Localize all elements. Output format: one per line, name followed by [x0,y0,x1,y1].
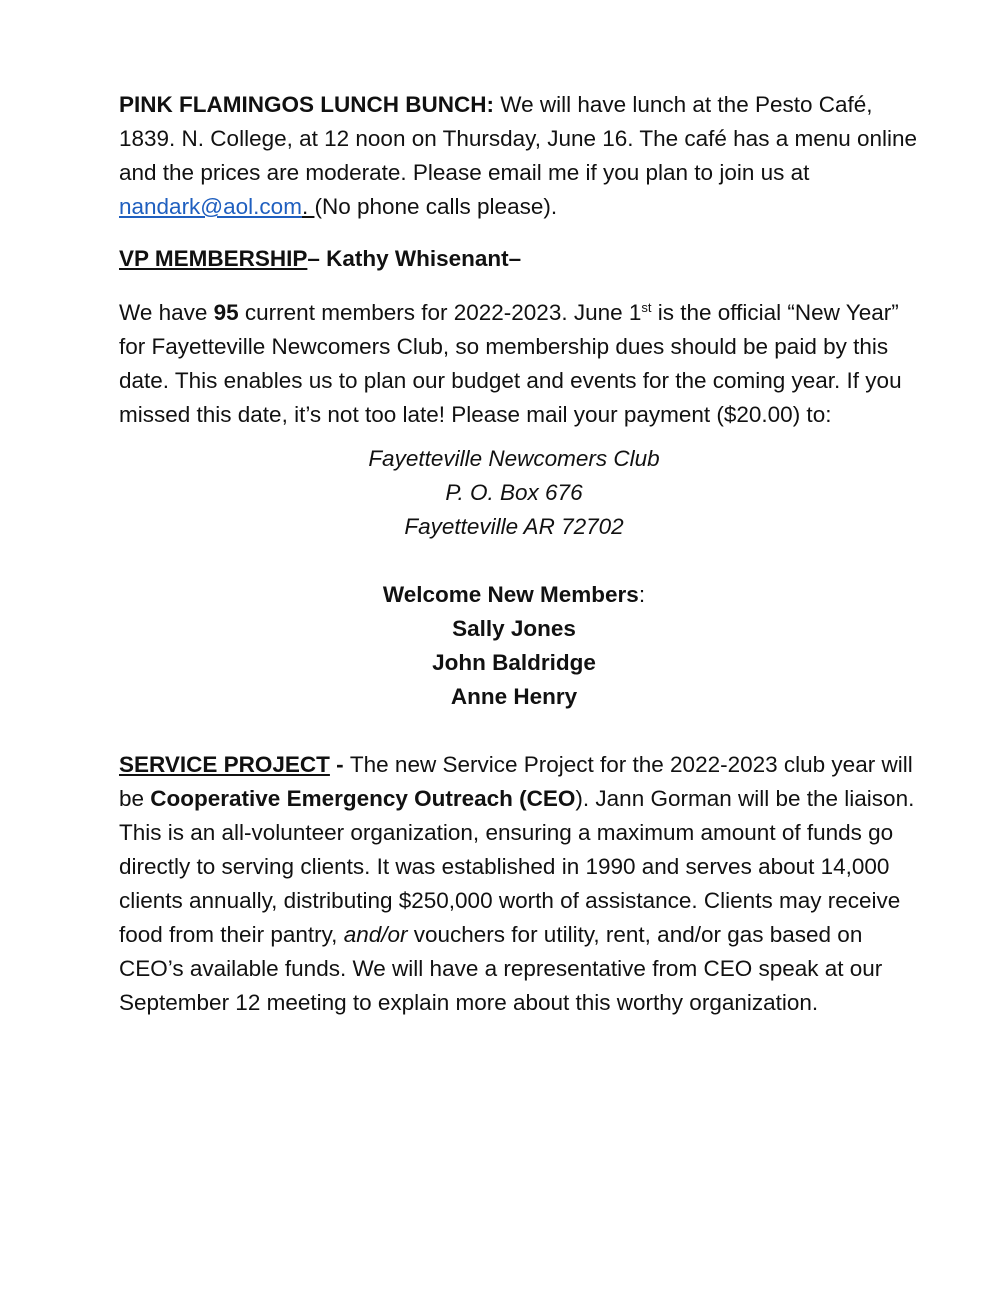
address-line-2: P. O. Box 676 [445,480,583,505]
vp-membership-heading: VP MEMBERSHIP [119,246,308,271]
spacer [119,544,919,578]
welcome-label: Welcome New Members [382,582,639,607]
email-link[interactable]: nandark@aol.com [119,194,302,219]
document-page [119,88,919,1020]
lunch-bunch-paragraph [119,88,919,224]
new-member-name: Anne Henry [450,684,578,709]
mailing-address [119,442,909,544]
service-project-intro: The new Service Project for the 2022-2023 club year will be [119,752,913,811]
vp-membership-heading-line [119,242,919,276]
service-project-org-name: Cooperative Emergency Outreach (CEO [150,786,576,811]
member-count: 95 [213,300,239,325]
welcome-heading [119,578,909,612]
membership-text-rest: is the official “New Year” for Fayetteville Newcomers Club, so membership dues should be paid by this date. This enables us to plan our budget and events for the coming year. If you missed this date, it’s not too late! Please mail your payment ($20.00) to: [119,300,902,427]
new-member-name: Sally Jones [452,616,576,641]
service-project-body-2: vouchers for utility, rent, and/or gas based on CEO’s available funds. We will have a representative from CEO speak at our September 12 meeting to explain more about this worthy organization. [119,922,883,1015]
new-members-block [119,578,909,714]
service-project-emphasis: and/or [343,922,408,947]
service-project-body-1: ). Jann Gorman will be the liaison. This is an all-volunteer organization, ensuring a maximum amount of funds go directly to serving clients. It was established in 1990 and serves about 14,000 clients annually, distributing $250,000 worth of assistance. Clients may receive food from their pantry, [119,786,915,947]
address-line-1: Fayetteville Newcomers Club [368,446,660,471]
lunch-bunch-heading: PINK FLAMINGOS LUNCH BUNCH: [119,92,494,117]
lunch-bunch-note: (No phone calls please). [314,194,558,219]
service-project-paragraph [119,748,919,1020]
membership-paragraph [119,296,919,432]
address-line-3: Fayetteville AR 72702 [404,514,624,539]
service-project-heading: SERVICE PROJECT [119,752,330,777]
service-project-separator: - [329,752,350,777]
lunch-bunch-body: We will have lunch at the Pesto Café, 1839. N. College, at 12 noon on Thursday, June 16. The café has a menu online and the prices are moderate. Please email me if you plan to join us at [119,92,918,185]
membership-text-middle: current members for 2022-2023. June 1 [238,300,642,325]
email-link-tail: . [301,194,315,219]
welcome-colon: : [638,582,646,607]
membership-text-start: We have [119,300,214,325]
vp-membership-officer: – Kathy Whisenant– [307,246,522,271]
date-suffix: st [641,300,652,315]
new-member-name: John Baldridge [432,650,596,675]
